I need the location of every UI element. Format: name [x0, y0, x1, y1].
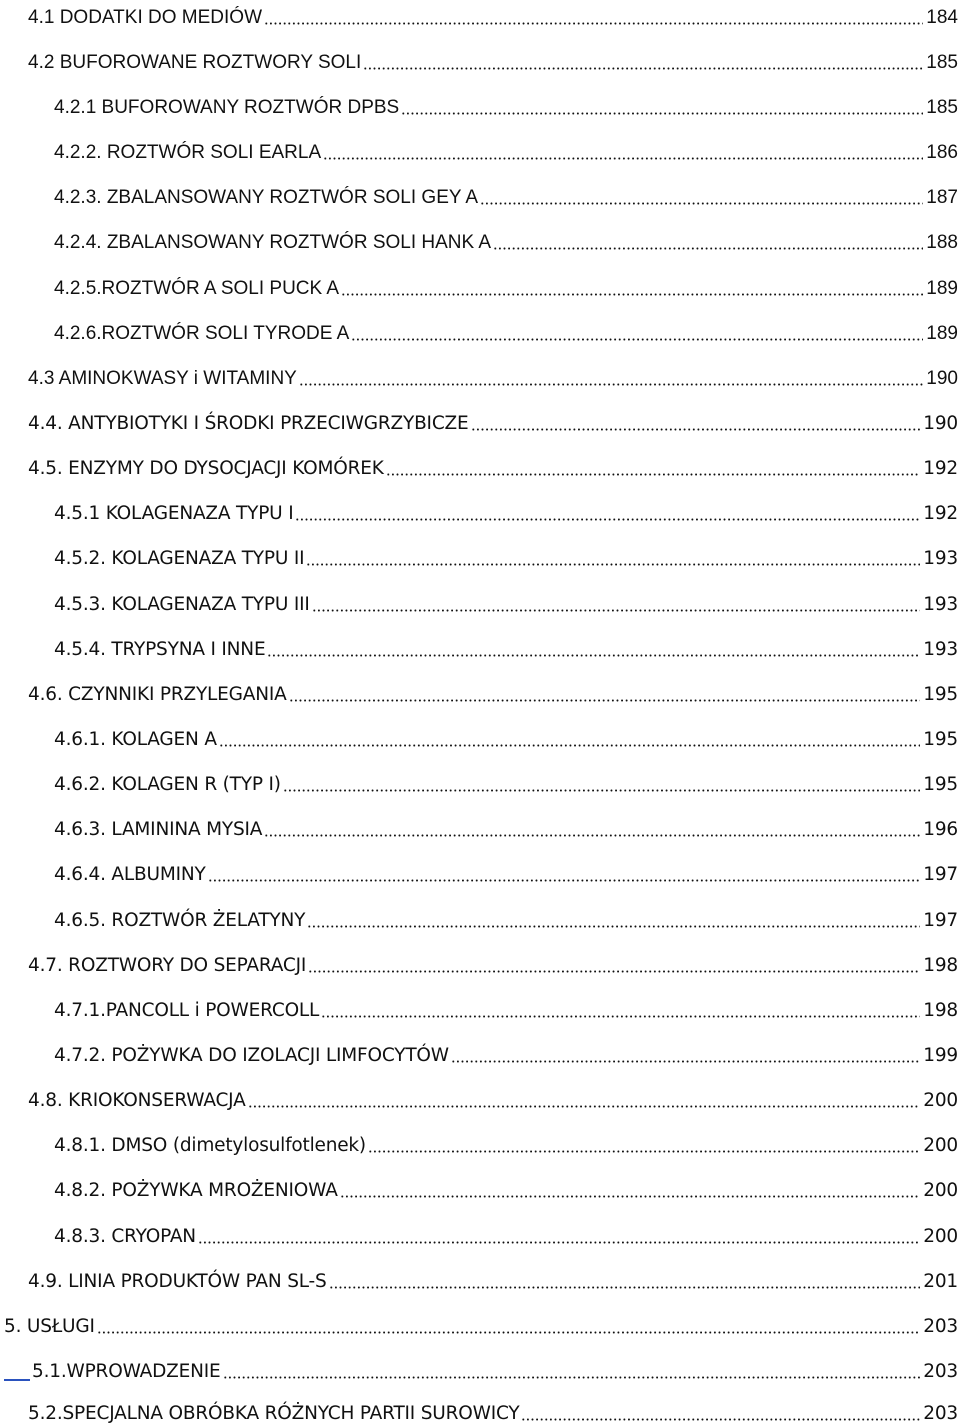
- dot-leader: [267, 654, 920, 657]
- toc-entry-title: 5. USŁUGI: [4, 1316, 95, 1337]
- toc-entry-4-5-1[interactable]: [0, 496, 960, 526]
- dot-leader: [264, 22, 923, 25]
- toc-entry-title: 4.6.4. ALBUMINY: [54, 864, 206, 885]
- toc-entry-title: 4.6.5. ROZTWÓR ŻELATYNY: [54, 910, 306, 931]
- toc-entry-page: 187: [926, 187, 958, 208]
- toc-entry-title: 4.6.2. KOLAGEN R (TYP I): [54, 774, 281, 795]
- toc-entry-page: 193: [923, 594, 958, 615]
- toc-entry-page: 198: [923, 1000, 958, 1021]
- toc-entry-4-8-2[interactable]: [0, 1173, 960, 1203]
- toc-entry-title: 4.5.2. KOLAGENAZA TYPU II: [54, 548, 305, 569]
- toc-entry-5[interactable]: [0, 1309, 960, 1339]
- toc-entry-title: 4.6.1. KOLAGEN A: [54, 729, 217, 750]
- dot-leader: [521, 1418, 920, 1421]
- dot-leader: [283, 789, 920, 792]
- toc-entry-page: 197: [923, 864, 958, 885]
- toc-entry-title: 5.1.WPROWADZENIE: [32, 1361, 221, 1382]
- dot-leader: [321, 1015, 920, 1018]
- toc-entry-page: 200: [923, 1180, 958, 1201]
- toc-entry-4-6-5[interactable]: [0, 903, 960, 933]
- toc-entry-4-8-1[interactable]: [0, 1128, 960, 1158]
- toc-entry-4-2-5[interactable]: [0, 271, 960, 301]
- toc-entry-title: 4.2.6.ROZTWÓR SOLI TYRODE A: [54, 323, 350, 344]
- toc-entry-title: 4.5. ENZYMY DO DYSOCJACJI KOMÓREK: [28, 458, 384, 479]
- toc-entry-4-5[interactable]: [0, 451, 960, 481]
- toc-entry-4-8[interactable]: [0, 1083, 960, 1113]
- toc-entry-page: 186: [926, 142, 958, 163]
- toc-entry-page: 195: [923, 684, 958, 705]
- toc-entry-title: 4.2.3. ZBALANSOWANY ROZTWÓR SOLI GEY A: [54, 187, 479, 208]
- toc-entry-4-6-3[interactable]: [0, 812, 960, 842]
- toc-entry-4-2-1[interactable]: [0, 90, 960, 120]
- dot-leader: [223, 1376, 921, 1379]
- dot-leader: [308, 970, 920, 973]
- toc-entry-page: 189: [926, 323, 958, 344]
- dot-leader: [248, 1105, 921, 1108]
- toc-entry-4-7-1[interactable]: [0, 993, 960, 1023]
- dot-leader: [264, 834, 920, 837]
- toc-entry-page: 185: [926, 52, 958, 73]
- dot-leader: [299, 383, 923, 386]
- hyperlink-underline-mark: [4, 1379, 30, 1381]
- toc-entry-title: 4.5.1 KOLAGENAZA TYPU I: [54, 503, 294, 524]
- toc-entry-page: 195: [923, 729, 958, 750]
- toc-entry-page: 203: [923, 1403, 958, 1424]
- dot-leader: [493, 247, 923, 250]
- dot-leader: [97, 1331, 921, 1334]
- toc-entry-page: 193: [923, 548, 958, 569]
- dot-leader: [451, 1060, 920, 1063]
- toc-entry-4-2-4[interactable]: [0, 225, 960, 255]
- toc-entry-title: 4.6.3. LAMININA MYSIA: [54, 819, 263, 840]
- dot-leader: [208, 879, 921, 882]
- dot-leader: [307, 925, 920, 928]
- toc-entry-title: 4.8.2. POŻYWKA MROŻENIOWA: [54, 1180, 338, 1201]
- toc-entry-page: 197: [923, 910, 958, 931]
- toc-entry-4-2-6[interactable]: [0, 316, 960, 346]
- toc-entry-page: 196: [923, 819, 958, 840]
- dot-leader: [351, 338, 923, 341]
- toc-entry-4-6[interactable]: [0, 677, 960, 707]
- dot-leader: [340, 1195, 921, 1198]
- toc-entry-page: 203: [923, 1316, 958, 1337]
- toc-entry-page: 189: [926, 278, 958, 299]
- dot-leader: [289, 699, 921, 702]
- toc-entry-title: 4.6. CZYNNIKI PRZYLEGANIA: [28, 684, 287, 705]
- dot-leader: [386, 473, 921, 476]
- toc-entry-page: 185: [926, 97, 958, 118]
- toc-entry-page: 192: [923, 458, 958, 479]
- toc-entry-title: 4.8. KRIOKONSERWACJA: [28, 1090, 246, 1111]
- toc-entry-title: 4.3 AMINOKWASY i WITAMINY: [28, 368, 297, 389]
- toc-entry-page: 198: [923, 955, 958, 976]
- toc-entry-page: 200: [923, 1090, 958, 1111]
- toc-entry-4-6-2[interactable]: [0, 767, 960, 797]
- toc-entry-title: 5.2.SPECJALNA OBRÓBKA RÓŻNYCH PARTII SUROWICY: [28, 1403, 520, 1424]
- toc-entry-title: 4.7.2. POŻYWKA DO IZOLACJI LIMFOCYTÓW: [54, 1045, 449, 1066]
- toc-entry-4-5-4[interactable]: [0, 632, 960, 662]
- dot-leader: [329, 1286, 921, 1289]
- toc-entry-title: 4.2.2. ROZTWÓR SOLI EARLA: [54, 142, 322, 163]
- toc-entry-4-5-3[interactable]: [0, 587, 960, 617]
- toc-entry-page: 184: [926, 7, 958, 28]
- toc-entry-title: 4.2.5.ROZTWÓR A SOLI PUCK A: [54, 278, 340, 299]
- toc-entry-4-6-4[interactable]: [0, 857, 960, 887]
- dot-leader: [363, 67, 923, 70]
- toc-entry-title: 4.8.3. CRYOPAN: [54, 1226, 196, 1247]
- toc-entry-4-2-3[interactable]: [0, 180, 960, 210]
- toc-entry-page: 199: [923, 1045, 958, 1066]
- toc-entry-4-4[interactable]: [0, 406, 960, 436]
- toc-entry-title: 4.8.1. DMSO (dimetylosulfotlenek): [54, 1135, 366, 1156]
- toc-entry-4-8-3[interactable]: [0, 1219, 960, 1249]
- toc-entry-page: 200: [923, 1226, 958, 1247]
- toc-entry-title: 4.1 DODATKI DO MEDIÓW: [28, 7, 263, 28]
- toc-entry-4-1[interactable]: [0, 0, 960, 30]
- dot-leader: [341, 293, 923, 296]
- toc-entry-page: 190: [923, 413, 958, 434]
- dot-leader: [401, 112, 923, 115]
- toc-entry-page: 203: [923, 1361, 958, 1382]
- toc-entry-title: 4.7. ROZTWORY DO SEPARACJI: [28, 955, 307, 976]
- toc-entry-page: 201: [923, 1271, 958, 1292]
- dot-leader: [368, 1150, 920, 1153]
- toc-entry-page: 188: [926, 232, 958, 253]
- toc-entry-title: 4.9. LINIA PRODUKTÓW PAN SL-S: [28, 1271, 327, 1292]
- toc-entry-title: 4.2.4. ZBALANSOWANY ROZTWÓR SOLI HANK A: [54, 232, 492, 253]
- toc-entry-4-3[interactable]: [0, 361, 960, 391]
- toc-entry-page: 190: [926, 368, 958, 389]
- toc-entry-page: 193: [923, 639, 958, 660]
- toc-entry-5-2[interactable]: [0, 1396, 960, 1426]
- toc-entry-5-1[interactable]: [0, 1354, 960, 1384]
- toc-entry-4-9[interactable]: [0, 1264, 960, 1294]
- toc-entry-page: 200: [923, 1135, 958, 1156]
- dot-leader: [323, 157, 923, 160]
- dot-leader: [471, 428, 921, 431]
- toc-entry-page: 192: [923, 503, 958, 524]
- dot-leader: [480, 202, 923, 205]
- toc-entry-4-2-2[interactable]: [0, 135, 960, 165]
- dot-leader: [198, 1241, 920, 1244]
- dot-leader: [312, 609, 921, 612]
- toc-entry-4-7-2[interactable]: [0, 1038, 960, 1068]
- dot-leader: [219, 744, 921, 747]
- toc-entry-4-2[interactable]: [0, 45, 960, 75]
- dot-leader: [295, 518, 920, 521]
- toc-entry-title: 4.7.1.PANCOLL i POWERCOLL: [54, 1000, 320, 1021]
- toc-entry-page: 195: [923, 774, 958, 795]
- toc-entry-title: 4.4. ANTYBIOTYKI I ŚRODKI PRZECIWGRZYBICZE: [28, 413, 469, 434]
- dot-leader: [306, 563, 920, 566]
- toc-entry-4-7[interactable]: [0, 948, 960, 978]
- toc-entry-4-6-1[interactable]: [0, 722, 960, 752]
- toc-entry-title: 4.2.1 BUFOROWANY ROZTWÓR DPBS: [54, 97, 400, 118]
- toc-entry-title: 4.5.3. KOLAGENAZA TYPU III: [54, 594, 310, 615]
- toc-entry-4-5-2[interactable]: [0, 541, 960, 571]
- toc-entry-title: 4.2 BUFOROWANE ROZTWORY SOLI: [28, 52, 362, 73]
- toc-entry-title: 4.5.4. TRYPSYNA I INNE: [54, 639, 266, 660]
